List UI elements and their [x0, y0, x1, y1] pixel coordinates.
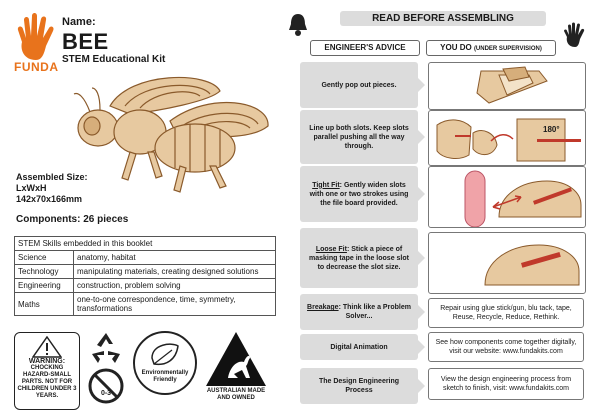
recycle-badge — [88, 330, 124, 366]
arrow-right-icon — [418, 78, 425, 92]
australian-made-label: AUSTRALIAN MADE AND OWNED — [206, 388, 266, 401]
you-do-design-process-link[interactable]: View the design engineering process from sketch to finish, visit: www.fundakits.com — [428, 368, 584, 400]
read-before-assembling-banner: READ BEFORE ASSEMBLING — [340, 11, 546, 26]
components-count: Components: 26 pieces — [16, 214, 129, 225]
arrow-right-icon — [418, 305, 425, 319]
advice-text: : Gently widen slots with one or two strokes using the file board provided. — [309, 181, 409, 207]
no-under-3-icon — [88, 368, 124, 404]
skill-detail: anatomy, habitat — [74, 251, 276, 265]
age-restriction-badge — [88, 368, 124, 404]
table-row — [15, 265, 276, 279]
advice-step-1 — [300, 62, 418, 108]
advice-text: Line up both slots. Keep slots parallel pushing all the way through. — [309, 124, 409, 150]
illustration-pop-out — [428, 62, 586, 110]
advice-step-6 — [300, 334, 418, 360]
australian-made-badge — [204, 330, 268, 410]
eco-badge — [132, 330, 198, 396]
assembled-size-label: Assembled Size: — [16, 172, 88, 182]
you-do-label: YOU DO — [440, 43, 472, 52]
you-do-animation-link[interactable]: See how components come together digitally, visit our website: www.fundakits.com — [428, 332, 584, 362]
skill-subject: Maths — [15, 293, 74, 316]
skill-detail: construction, problem solving — [74, 279, 276, 293]
advice-title: Breakage — [307, 304, 339, 311]
advice-title: Loose Fit — [315, 245, 347, 253]
bell-icon — [286, 12, 310, 38]
leaf-icon — [132, 330, 198, 396]
you-do-header — [426, 40, 556, 56]
angle-label: 180° — [543, 125, 560, 134]
skill-detail: manipulating materials, creating designed solutions — [74, 265, 276, 279]
arrow-right-icon — [418, 340, 425, 354]
table-row — [15, 293, 276, 316]
advice-text: : Stick a piece of masking tape in the loose slot to decrease the slot size. — [309, 245, 409, 271]
advice-step-2 — [300, 110, 418, 164]
skill-subject: Engineering — [15, 279, 74, 293]
advice-step-5 — [300, 294, 418, 330]
warning-box — [14, 332, 80, 410]
product-title: BEE — [62, 29, 109, 54]
advice-step-4 — [300, 228, 418, 288]
illustration-tight-fit — [428, 166, 586, 228]
warning-title: WARNING: — [28, 358, 66, 365]
eco-label: Environmentally Friendly — [141, 370, 189, 383]
table-row — [15, 279, 276, 293]
arrow-right-icon — [418, 379, 425, 393]
advice-step-3 — [300, 166, 418, 222]
advice-text: Gently pop out pieces. — [321, 81, 397, 89]
you-do-note: (UNDER SUPERVISION) — [473, 46, 542, 52]
skill-subject: Science — [15, 251, 74, 265]
hand-logo-icon — [14, 12, 58, 62]
skill-subject: Technology — [15, 265, 74, 279]
stem-skills-table-wrap — [14, 236, 276, 316]
illustration-slots — [428, 110, 586, 166]
arrow-right-icon — [418, 251, 425, 265]
brand-logo — [14, 12, 58, 72]
warning-triangle-icon — [32, 336, 62, 358]
size-value: 142x70x166mm — [16, 194, 83, 204]
age-label: 0-3 — [100, 390, 112, 397]
advice-text: Digital Animation — [330, 343, 388, 351]
bee-model-image — [70, 66, 280, 196]
size-dims-label: LxWxH — [16, 183, 47, 193]
kangaroo-triangle-icon — [204, 330, 268, 388]
advice-text: : Think like a Problem Solver... — [338, 304, 411, 320]
table-row — [15, 251, 276, 265]
advice-text: The Design Engineering Process — [318, 378, 400, 394]
recycle-icon — [88, 330, 124, 366]
illustration-loose-fit — [428, 232, 586, 294]
skills-table-header: STEM Skills embedded in this booklet — [15, 237, 276, 251]
skill-detail: one-to-one correspondence, time, symmetry, transformations — [74, 293, 276, 316]
name-label: Name: — [62, 16, 96, 28]
warning-text: CHOCKING HAZARD-SMALL PARTS. NOT FOR CHILDREN UNDER 3 YEARS. — [17, 365, 77, 399]
arrow-right-icon — [418, 130, 425, 144]
advice-title: Tight Fit — [312, 181, 340, 189]
stem-skills-table — [14, 236, 276, 316]
engineers-advice-header: ENGINEER'S ADVICE — [310, 40, 420, 56]
brand-name: FUNDA — [14, 60, 59, 74]
arrow-right-icon — [418, 187, 425, 201]
you-do-repair: Repair using glue stick/gun, blu tack, tape, Reuse, Recycle, Reduce, Rethink. — [428, 298, 584, 328]
hand-print-icon — [562, 22, 588, 48]
product-subtitle: STEM Educational Kit — [62, 54, 166, 65]
advice-step-7 — [300, 368, 418, 404]
